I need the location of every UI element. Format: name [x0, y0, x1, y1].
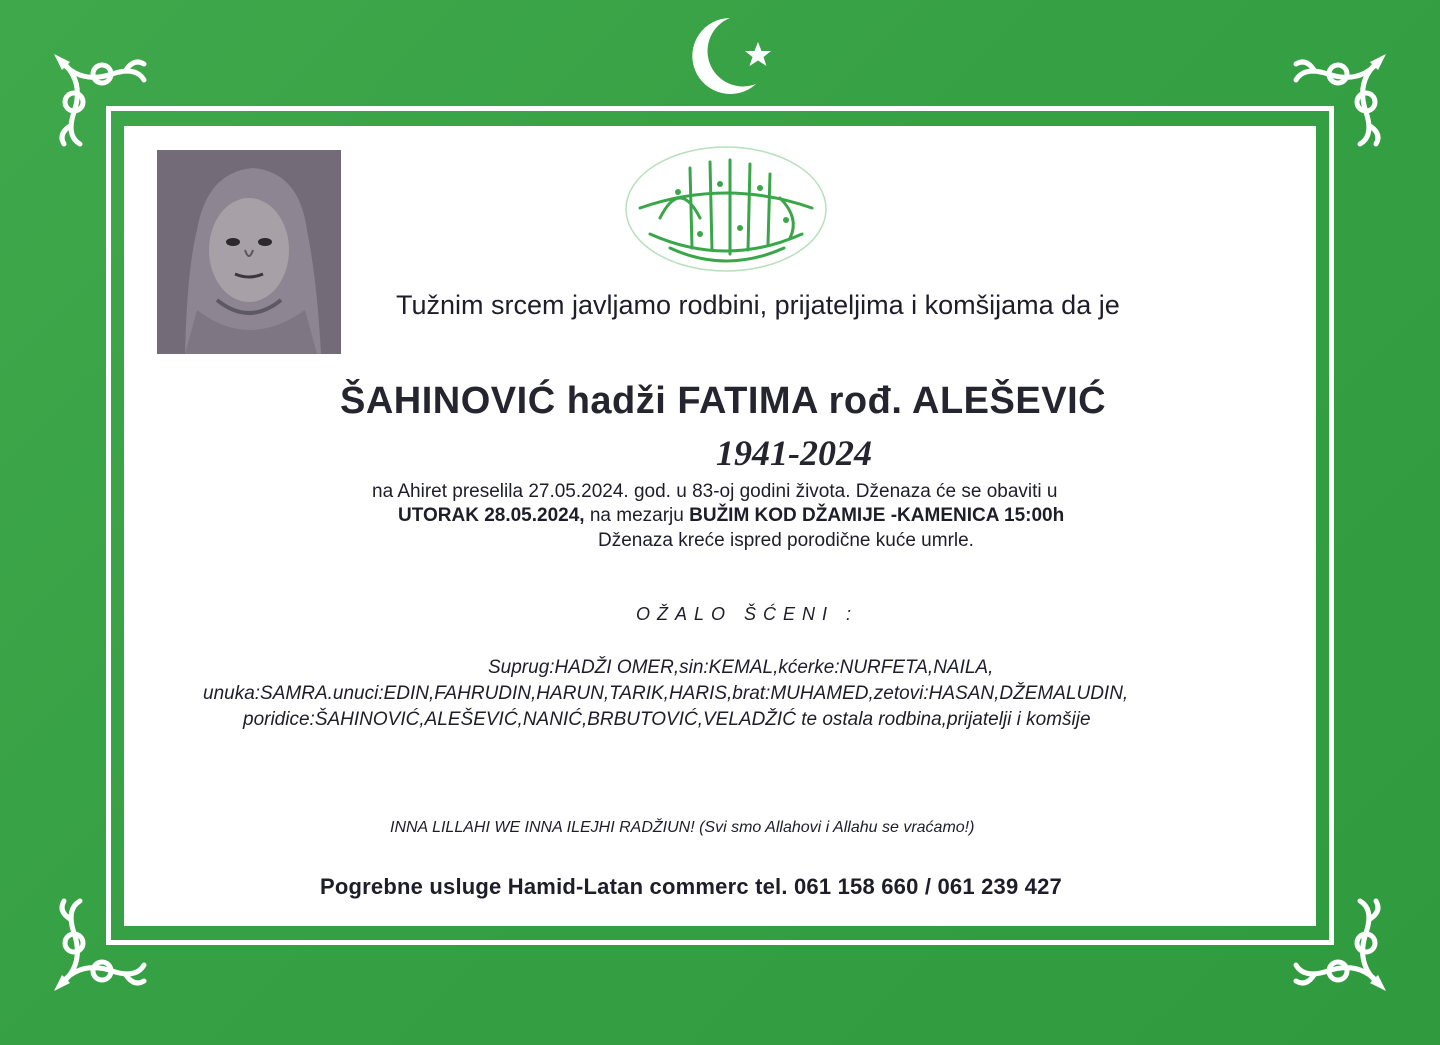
funeral-service-contact: Pogrebne usluge Hamid-Latan commerc tel. 061 158 660 / 061 239 427 [320, 874, 1062, 899]
procession-info-line: Dženaza kreće ispred porodične kuće umrle. [598, 530, 974, 551]
deceased-name: ŠAHINOVIĆ hadži FATIMA rođ. ALEŠEVIĆ [340, 380, 1107, 422]
calligraphy-emblem [620, 138, 832, 280]
mourners-line: poridice:ŠAHINOVIĆ,ALEŠEVIĆ,NANIĆ,BRBUTOVIĆ,VELADŽIĆ te ostala rodbina,prijatelji i komšije [243, 709, 1091, 730]
death-info-line: na Ahiret preselila 27.05.2024. god. u 83-oj godini života. Dženaza će se obaviti u [372, 481, 1058, 502]
mourners-title: OŽALO ŠĆENI : [636, 604, 859, 624]
portrait-image [157, 150, 341, 354]
portrait-photo [157, 150, 341, 354]
crescent-star-icon [686, 14, 782, 98]
funeral-info-line [398, 505, 1064, 527]
life-years: 1941-2024 [716, 433, 872, 473]
funeral-mid-text: na mezarju [584, 505, 690, 526]
funeral-date: UTORAK 28.05.2024, [398, 505, 585, 526]
mourners-line: unuka:SAMRA.unuci:EDIN,FAHRUDIN,HARUN,TARIK,HARIS,brat:MUHAMED,zetovi:HASAN,DŽEMALUDIN, [203, 683, 1129, 704]
intro-text: Tužnim srcem javljamo rodbini, prijateljima i komšijama da je [396, 290, 1120, 320]
mourners-line: Suprug:HADŽI OMER,sin:KEMAL,kćerke:NURFETA,NAILA, [488, 657, 994, 678]
prayer-text: INNA LILLAHI WE INNA ILEJHI RADŽIUN! (Svi smo Allahovi i Allahu se vraćamo!) [390, 819, 975, 836]
funeral-place: BUŽIM KOD DŽAMIJE -KAMENICA 15:00h [689, 505, 1065, 526]
